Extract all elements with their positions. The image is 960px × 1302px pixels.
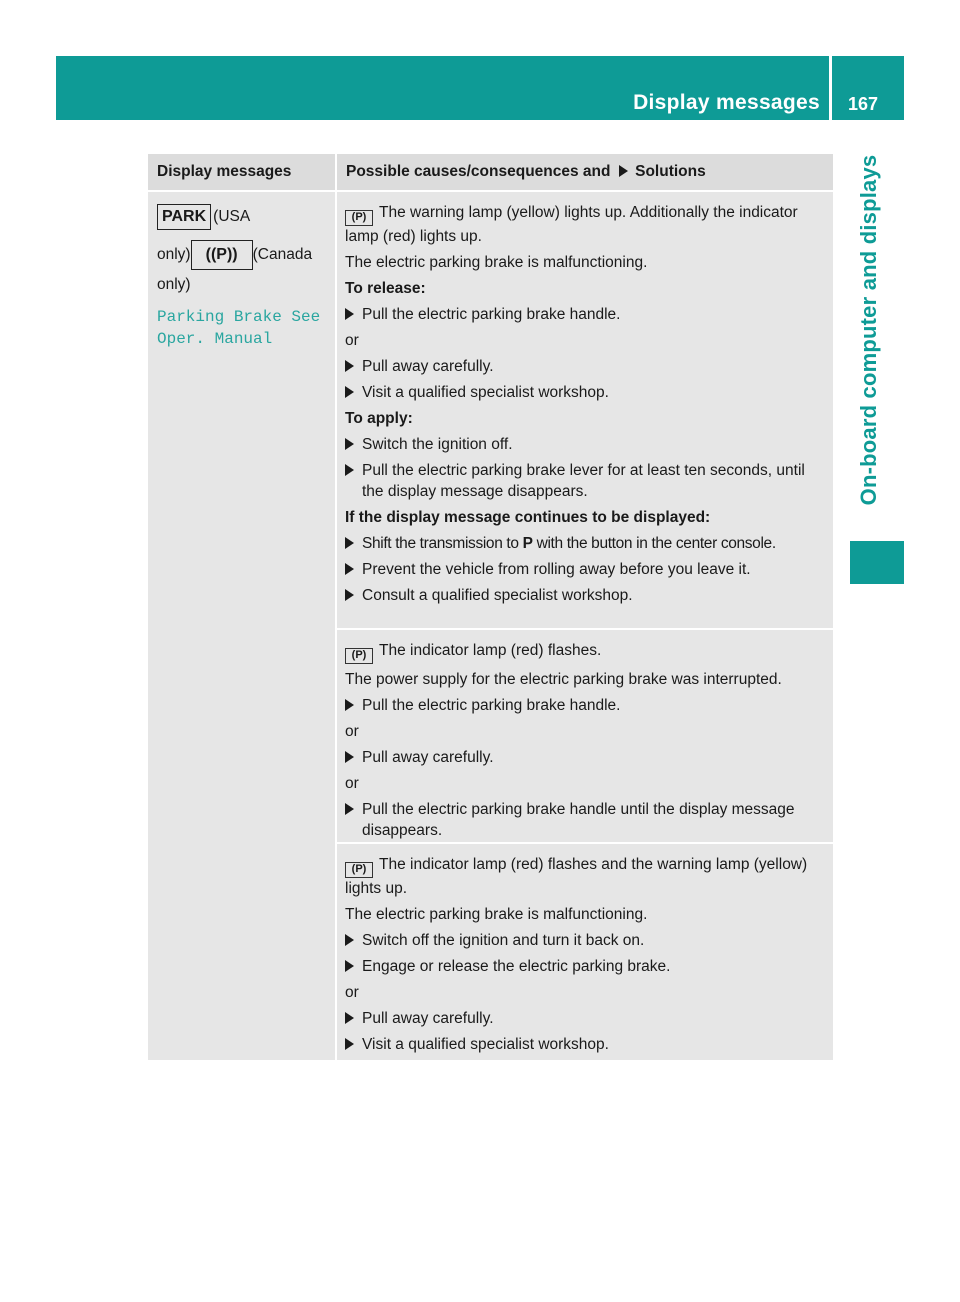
list-item-text: Pull the electric parking brake handle.	[362, 306, 621, 323]
cell1-lead	[345, 202, 827, 247]
arrow-right-icon	[345, 699, 354, 711]
gear-p-label: P	[522, 535, 533, 552]
solution-cell-2	[337, 628, 833, 842]
list-item	[345, 956, 827, 977]
list-item	[345, 1034, 827, 1055]
list-item-text: Pull the electric parking brake handle.	[362, 697, 621, 714]
solution-cell-1	[337, 190, 833, 628]
or-text: or	[345, 723, 359, 740]
list-item-text: Pull away carefully.	[362, 749, 494, 766]
column-header-solutions-text: Solutions	[635, 163, 706, 180]
side-tab	[834, 120, 904, 540]
arrow-right-icon	[345, 563, 354, 575]
cell1-lead-text: The warning lamp (yellow) lights up. Additionally the indicator lamp (red) lights up.	[345, 204, 798, 245]
column-header-causes-solutions	[335, 154, 833, 190]
cell2-lead	[345, 640, 827, 664]
column-header-causes-text: Possible causes/consequences and	[346, 163, 611, 180]
column-header-display-messages: Display messages	[157, 163, 292, 180]
arrow-right-icon	[345, 751, 354, 763]
arrow-right-icon	[345, 589, 354, 601]
list-item-text: Pull away carefully.	[362, 358, 494, 375]
list-item-text: Engage or release the electric parking brake.	[362, 958, 671, 975]
apply-heading: To apply:	[345, 410, 413, 427]
display-message-text	[157, 306, 329, 350]
table-header-row	[148, 154, 833, 190]
list-item-text: Visit a qualified specialist workshop.	[362, 1036, 609, 1053]
release-heading: To release:	[345, 280, 426, 297]
list-item-text: Visit a qualified specialist workshop.	[362, 384, 609, 401]
list-item	[345, 747, 827, 768]
list-item	[345, 356, 827, 377]
page-header	[56, 56, 904, 120]
or-text: or	[345, 984, 359, 1001]
list-item	[345, 382, 827, 403]
list-item-text: Prevent the vehicle from rolling away before you leave it.	[362, 561, 751, 578]
arrow-right-icon	[345, 360, 354, 372]
list-item-text	[362, 533, 776, 554]
parking-brake-icon: ((P))	[191, 240, 253, 270]
b6-prefix: Shift the transmission to	[362, 535, 519, 552]
parking-lamp-icon: (P)	[345, 648, 373, 664]
causes-solutions-column	[335, 190, 833, 1060]
canada-label: (Canada	[252, 246, 313, 264]
list-item	[345, 695, 827, 716]
page-number: 167	[847, 94, 878, 114]
header-divider	[829, 56, 832, 120]
list-item	[345, 585, 827, 606]
list-item-text: Switch off the ignition and turn it back on.	[362, 932, 645, 949]
side-tab-marker	[850, 541, 904, 584]
arrow-right-icon	[345, 934, 354, 946]
list-item	[345, 930, 827, 951]
list-item-text: Pull the electric parking brake lever for at least ten seconds, until the display message disappears.	[362, 462, 805, 500]
cell3-lead	[345, 854, 827, 899]
cell1-text-1: The electric parking brake is malfunctioning.	[345, 254, 648, 271]
list-item	[345, 460, 827, 502]
message-line-2: Oper. Manual	[157, 330, 273, 348]
arrow-right-icon	[345, 464, 354, 476]
arrow-right-icon	[619, 165, 628, 177]
section-title: Display messages	[633, 91, 820, 114]
list-item	[345, 304, 827, 325]
message-line-1: Parking Brake See	[157, 308, 321, 326]
cell3-text-1: The electric parking brake is malfunctioning.	[345, 906, 648, 923]
arrow-right-icon	[345, 803, 354, 815]
solution-cell-3	[337, 842, 833, 1060]
list-item-text: Switch the ignition off.	[362, 436, 513, 453]
arrow-right-icon	[345, 1012, 354, 1024]
list-item	[345, 533, 827, 554]
arrow-right-icon	[345, 960, 354, 972]
list-item-text: Consult a qualified specialist workshop.	[362, 587, 633, 604]
arrow-right-icon	[345, 1038, 354, 1050]
list-item-text: Pull the electric parking brake handle until the display message disappears.	[362, 801, 795, 839]
continues-heading: If the display message continues to be displayed:	[345, 509, 711, 526]
display-messages-table	[148, 154, 833, 1060]
display-message-cell	[148, 190, 335, 1060]
arrow-right-icon	[345, 537, 354, 549]
park-icon: PARK	[157, 204, 211, 230]
list-item	[345, 799, 827, 841]
only-label-2: only)	[157, 276, 191, 293]
or-text: or	[345, 775, 359, 792]
list-item	[345, 559, 827, 580]
arrow-right-icon	[345, 308, 354, 320]
list-item-text: Pull away carefully.	[362, 1010, 494, 1027]
usa-label: (USA	[213, 208, 251, 225]
arrow-right-icon	[345, 438, 354, 450]
b6-suffix: with the button in the center console.	[536, 535, 776, 552]
side-tab-label: On-board computer and displays	[856, 154, 881, 506]
only-label: only)	[157, 246, 191, 264]
park-indicator-line	[157, 204, 329, 230]
or-text: or	[345, 332, 359, 349]
table-body	[148, 190, 833, 1060]
parking-lamp-icon: (P)	[345, 862, 373, 878]
parking-lamp-icon: (P)	[345, 210, 373, 226]
cell3-lead-text: The indicator lamp (red) flashes and the warning lamp (yellow) lights up.	[345, 856, 808, 897]
canada-indicator-line	[157, 240, 329, 270]
cell2-text-1: The power supply for the electric parking brake was interrupted.	[345, 671, 782, 688]
list-item	[345, 434, 827, 455]
arrow-right-icon	[345, 386, 354, 398]
list-item	[345, 1008, 827, 1029]
cell2-lead-text: The indicator lamp (red) flashes.	[379, 642, 602, 659]
